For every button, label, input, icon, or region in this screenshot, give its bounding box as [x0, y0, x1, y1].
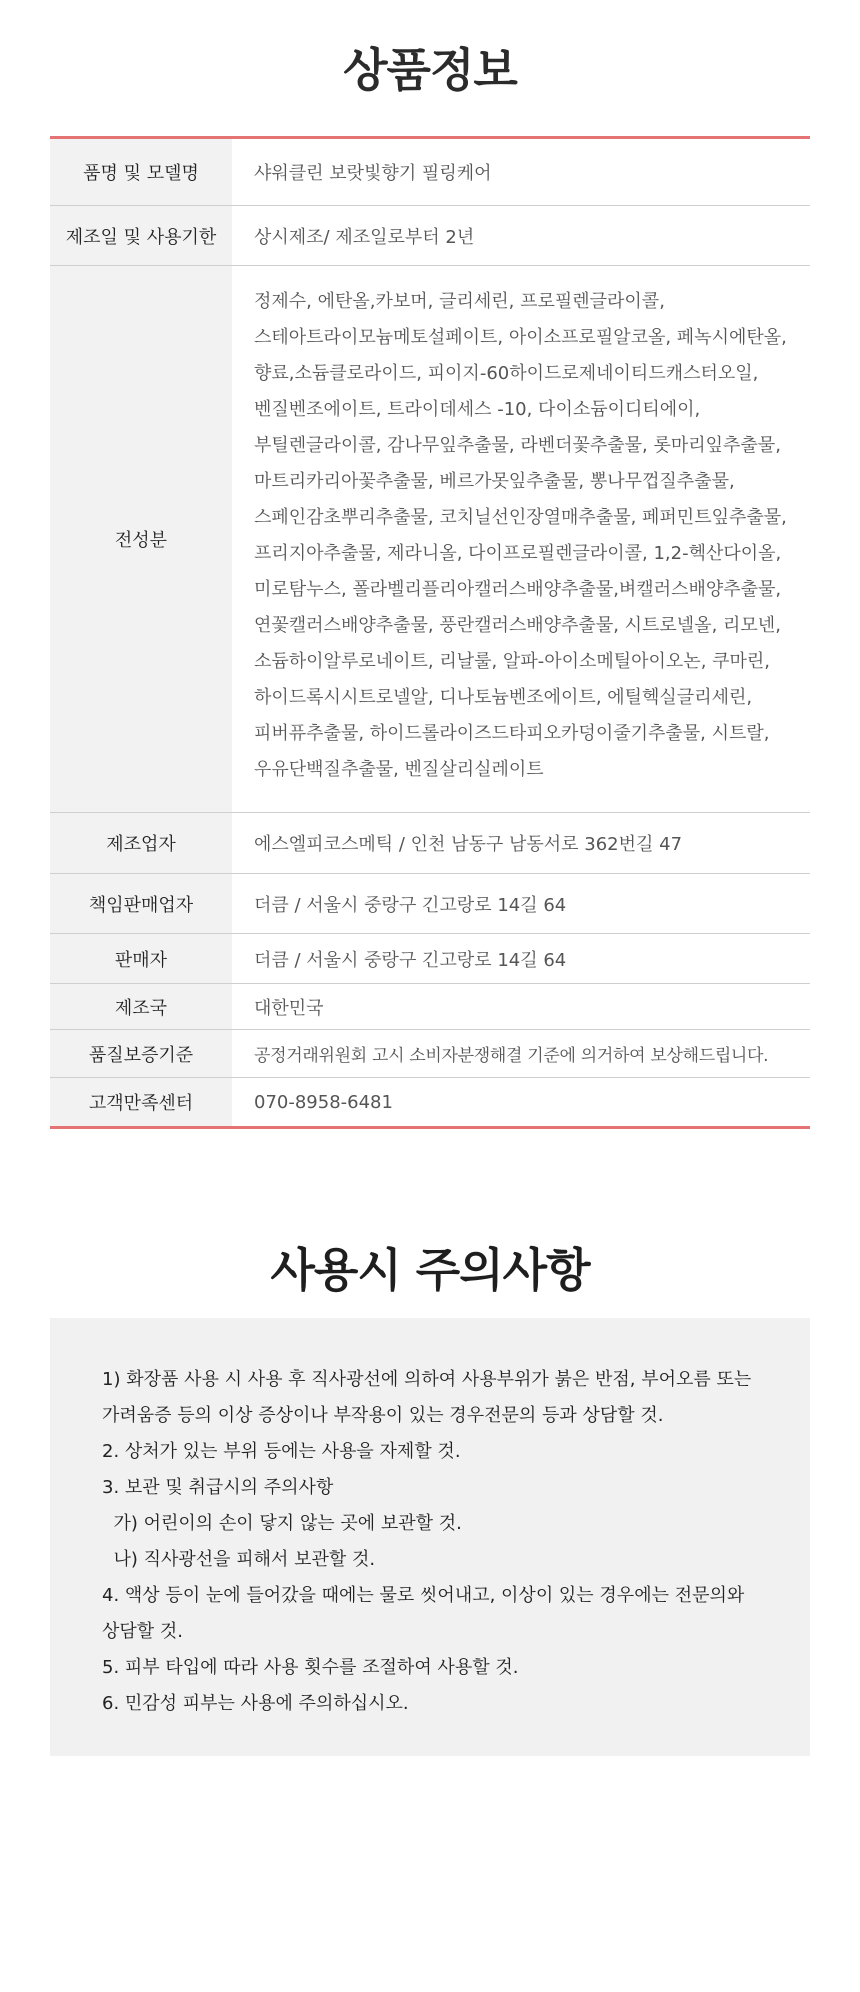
list-item: 나) 직사광선을 피해서 보관할 것. — [102, 1549, 376, 1570]
row-label-ingredients: 전성분 — [50, 266, 232, 813]
caution-box — [50, 1318, 810, 1756]
row-value-responsible-seller: 더큼 / 서울시 중랑구 긴고랑로 14길 64 — [232, 874, 810, 934]
row-label-product-name: 품명 및 모델명 — [50, 138, 232, 206]
table-row — [50, 934, 810, 984]
row-value-manufacture-date: 상시제조/ 제조일로부터 2년 — [232, 206, 810, 266]
row-value-ingredients: 정제수, 에탄올,카보머, 글리세린, 프로필렌글라이콜, 스테아트라이모늄메토설페이트, 아이소프로필알코올, 페녹시에탄올, 향료,소듐클로라이드, 피이지-60하이드로제네이티드캐스터오일, 벤질벤조에이트, 트라이데세스 -10, 다이소듐이디티에이, 부틸렌글라이콜, 감나무잎추출물, 라벤더꽃추출물, 롯마리잎추출물, 마트리카리아꽃추출물, 베르가못잎추출물, 뽕나무껍질추출물, 스페인감초뿌리추출물, 코치닐선인장열매추출물, 페퍼민트잎추출물, 프리지아추출물, 제라니올, 다이프로필렌글라이콜, 1,2-헥산다이올, 미로탐누스, 폴라벨리플리아캘러스배양추출물,벼캘러스배양추출물, 연꽃캘러스배양추출물, 풍란캘러스배양추출물, 시트로넬올, 리모넨, 소듐하이알루로네이트, 리날룰, 알파-아이소메틸아이오논, 쿠마린,하이드록시시트로넬알, 디나토늄벤조에이트, 에틸헥실글리세린, 피버퓨추출물, 하이드롤라이즈드타피오카덩이줄기추출물, 시트랄, 우유단백질추출물, 벤질살리실레이트 — [232, 266, 810, 813]
list-item: 1) 화장품 사용 시 사용 후 직사광선에 의하여 사용부위가 붉은 반점, 부어오름 또는 — [102, 1369, 752, 1390]
list-item: 6. 민감성 피부는 사용에 주의하십시오. — [102, 1693, 409, 1714]
table-row — [50, 874, 810, 934]
list-item: 가려움증 등의 이상 증상이나 부작용이 있는 경우전문의 등과 상담할 것. — [102, 1405, 664, 1426]
table-row — [50, 813, 810, 874]
table-row — [50, 1078, 810, 1128]
row-value-customer-center: 070-8958-6481 — [254, 1091, 393, 1113]
row-label-responsible-seller: 책임판매업자 — [50, 874, 232, 934]
caution-list — [102, 1362, 782, 1722]
list-item: 2. 상처가 있는 부위 등에는 사용을 자제할 것. — [102, 1441, 461, 1462]
table-row — [50, 984, 810, 1030]
list-item: 상담할 것. — [102, 1621, 183, 1642]
list-item: 4. 액상 등이 눈에 들어갔을 때에는 물로 씻어내고, 이상이 있는 경우에는 전문의와 — [102, 1585, 745, 1606]
list-item: 3. 보관 및 취급시의 주의사항 — [102, 1477, 334, 1498]
row-value-product-name: 샤워클린 보랏빛향기 필링케어 — [232, 138, 810, 206]
row-label-manufacturer: 제조업자 — [50, 813, 232, 874]
product-info-table — [50, 136, 810, 1129]
row-value-quality-standard: 공정거래위원회 고시 소비자분쟁해결 기준에 의거하여 보상해드립니다. — [232, 1030, 810, 1078]
row-label-customer-center: 고객만족센터 — [50, 1078, 232, 1128]
row-value-seller: 더큼 / 서울시 중랑구 긴고랑로 14길 64 — [232, 934, 810, 984]
list-item: 가) 어린이의 손이 닿지 않는 곳에 보관할 것. — [102, 1513, 462, 1534]
row-label-seller: 판매자 — [50, 934, 232, 984]
list-item: 5. 피부 타입에 따라 사용 횟수를 조절하여 사용할 것. — [102, 1657, 519, 1678]
row-value-manufacturer: 에스엘피코스메틱 / 인천 남동구 남동서로 362번길 47 — [232, 813, 810, 874]
row-label-quality-standard: 품질보증기준 — [50, 1030, 232, 1078]
row-label-country: 제조국 — [50, 984, 232, 1030]
table-row — [50, 1030, 810, 1078]
table-row — [50, 138, 810, 206]
product-info-title: 상품정보 — [343, 43, 517, 97]
row-label-manufacture-date: 제조일 및 사용기한 — [50, 206, 232, 266]
table-row — [50, 266, 810, 813]
row-value-country: 대한민국 — [232, 984, 810, 1030]
caution-title: 사용시 주의사항 — [270, 1243, 590, 1297]
table-row — [50, 206, 810, 266]
